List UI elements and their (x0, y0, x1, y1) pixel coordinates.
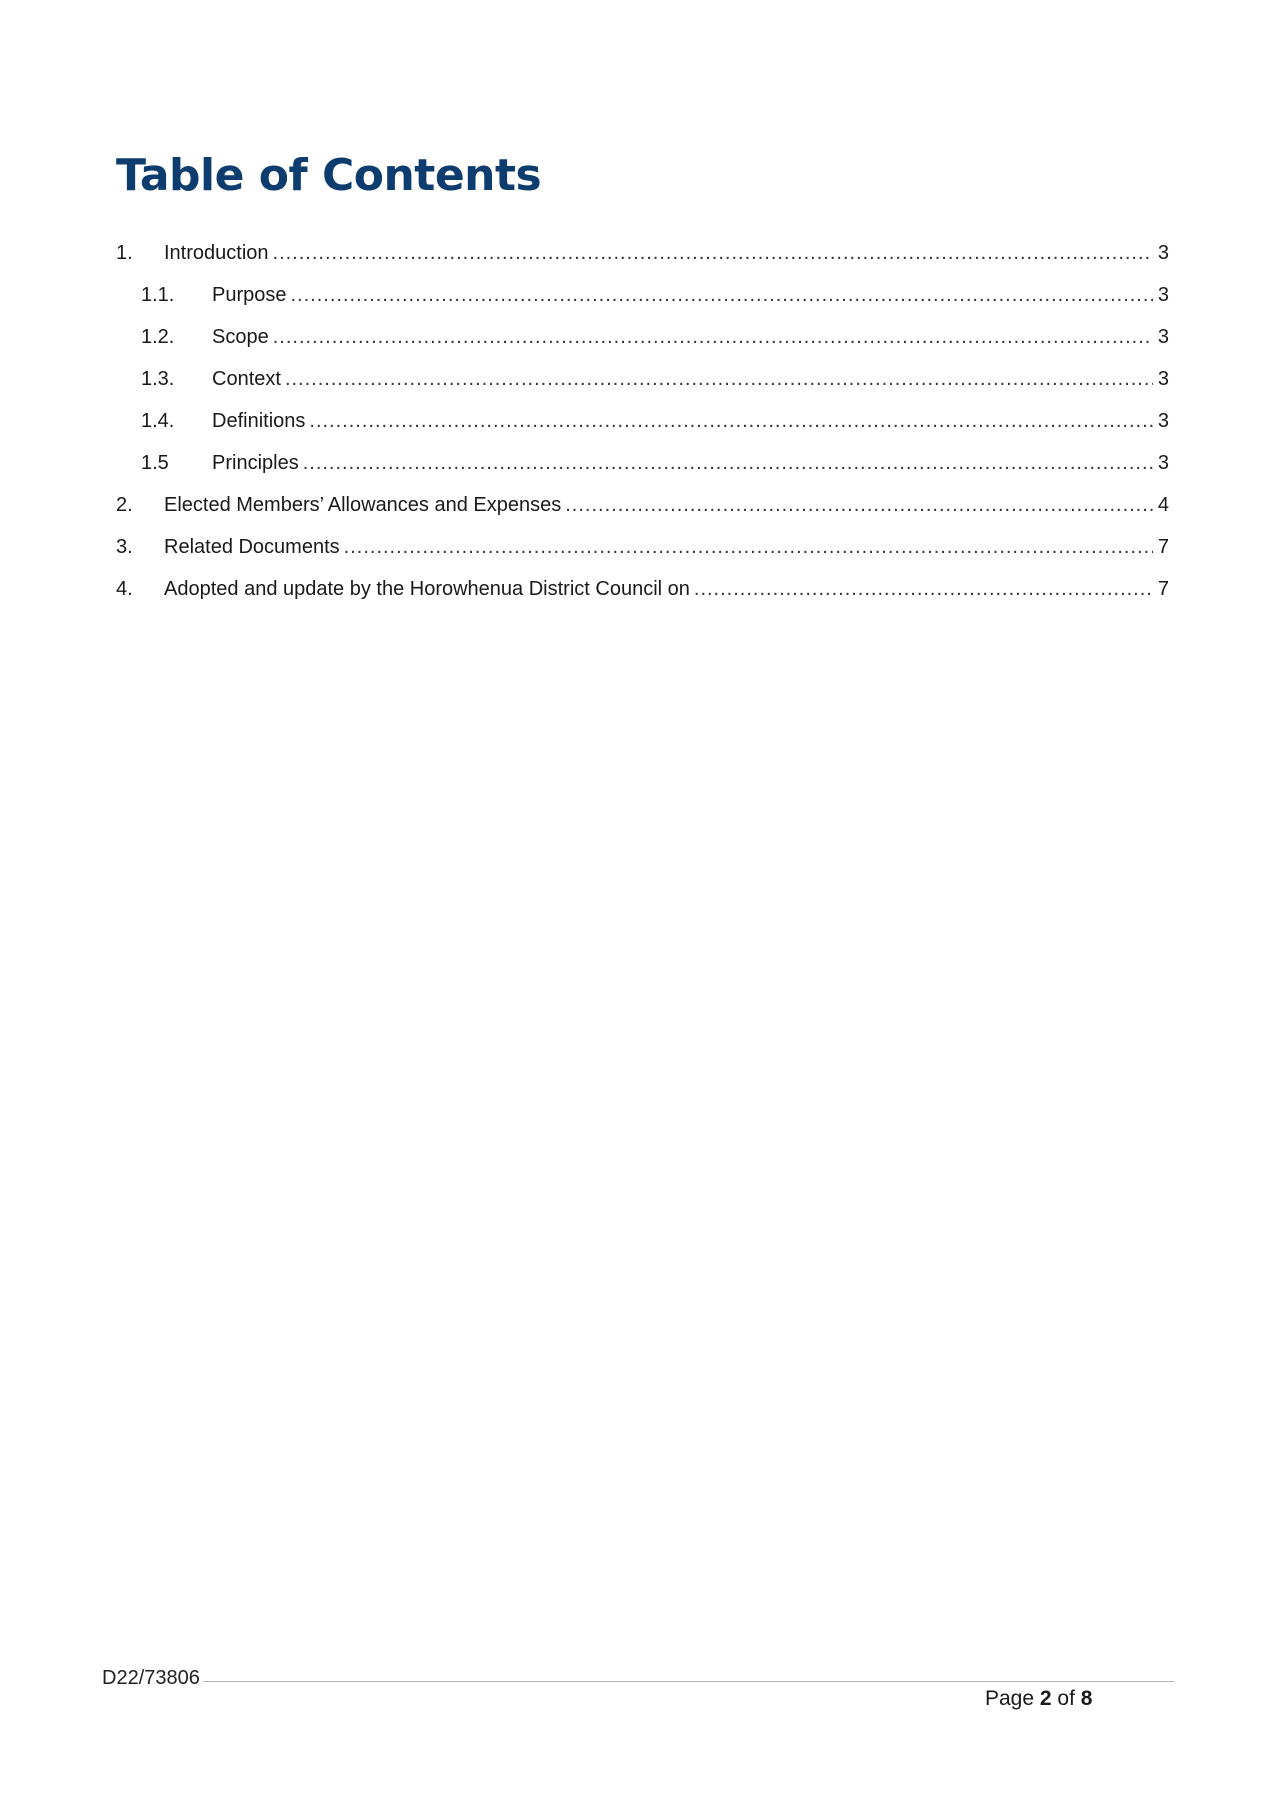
toc-entry-text: Purpose (212, 284, 287, 306)
toc-entry-page: 3 (1157, 326, 1169, 348)
toc-entry-number: 2. (116, 494, 133, 516)
footer-divider (203, 1681, 1174, 1682)
toc-dot-leader (273, 238, 1153, 268)
toc-dot-leader (291, 280, 1154, 310)
table-of-contents (116, 238, 1169, 616)
toc-entry-introduction[interactable] (116, 238, 1169, 280)
toc-dot-leader (303, 448, 1153, 478)
page-of-label: of (1057, 1687, 1075, 1710)
toc-entry-text: Context (212, 368, 281, 390)
toc-entry-scope[interactable] (116, 322, 1169, 364)
toc-entry-text: Definitions (212, 410, 306, 432)
toc-entry-context[interactable] (116, 364, 1169, 406)
toc-dot-leader (694, 574, 1153, 604)
toc-entry-page: 3 (1157, 368, 1169, 390)
toc-entry-number: 4. (116, 578, 133, 600)
toc-entry-page: 4 (1157, 494, 1169, 516)
toc-entry-page: 3 (1157, 410, 1169, 432)
toc-entry-text: Principles (212, 452, 299, 474)
total-pages-number: 8 (1080, 1687, 1093, 1710)
toc-dot-leader (565, 490, 1153, 520)
toc-entry-principles[interactable] (116, 448, 1169, 490)
toc-entry-page: 7 (1157, 578, 1169, 600)
toc-title: Table of Contents (116, 150, 542, 201)
current-page-number: 2 (1039, 1687, 1052, 1710)
toc-entry-definitions[interactable] (116, 406, 1169, 448)
toc-entry-adopted-and-update[interactable] (116, 574, 1169, 616)
toc-entry-allowances-and-expenses[interactable] (116, 490, 1169, 532)
toc-entry-text: Scope (212, 326, 269, 348)
toc-entry-page: 3 (1157, 284, 1169, 306)
toc-entry-number: 1.5 (141, 452, 169, 474)
page-counter (985, 1687, 1092, 1711)
document-reference: D22/73806 (102, 1667, 200, 1689)
toc-entry-text: Elected Members’ Allowances and Expenses (164, 494, 562, 516)
toc-entry-number: 1.2. (141, 326, 175, 348)
toc-entry-number: 1.3. (141, 368, 175, 390)
toc-entry-text: Related Documents (164, 536, 340, 558)
toc-entry-page: 3 (1157, 452, 1169, 474)
toc-entry-related-documents[interactable] (116, 532, 1169, 574)
toc-entry-number: 1. (116, 242, 133, 264)
toc-dot-leader (285, 364, 1153, 394)
toc-entry-page: 3 (1157, 242, 1169, 264)
toc-entry-number: 3. (116, 536, 133, 558)
toc-entry-text: Adopted and update by the Horowhenua District Council on (164, 578, 690, 600)
toc-entry-page: 7 (1157, 536, 1169, 558)
page-label: Page (985, 1687, 1035, 1710)
toc-dot-leader (309, 406, 1153, 436)
toc-dot-leader (273, 322, 1153, 352)
toc-entry-number: 1.1. (141, 284, 175, 306)
toc-entry-number: 1.4. (141, 410, 175, 432)
toc-entry-purpose[interactable] (116, 280, 1169, 322)
toc-dot-leader (344, 532, 1153, 562)
toc-entry-text: Introduction (164, 242, 269, 264)
